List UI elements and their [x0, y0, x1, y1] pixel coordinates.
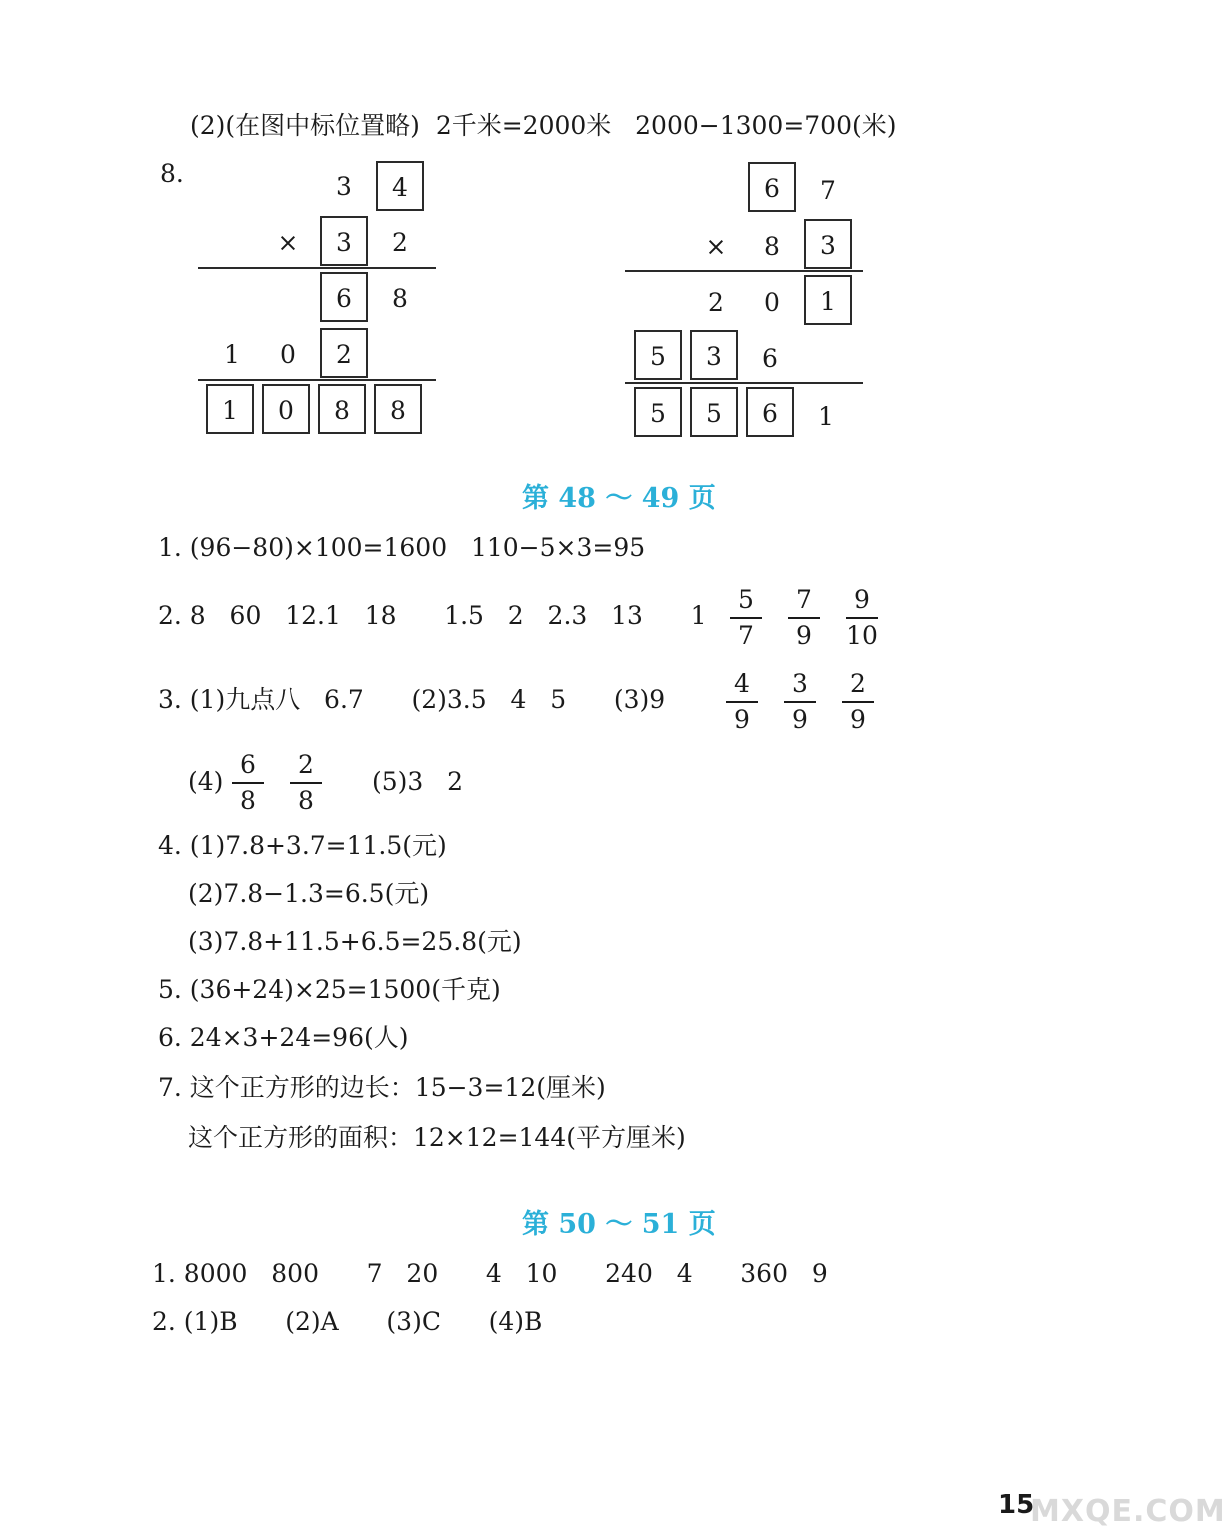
fraction: 5 7 [726, 585, 766, 651]
digit: 7 [820, 176, 836, 205]
digit: 6 [762, 344, 778, 373]
digit-box: 8 [318, 384, 366, 434]
fraction: 4 9 [722, 669, 762, 735]
digit-box: 1 [804, 275, 852, 325]
s1-q5: 5. (36+24)×25=1500(千克) [158, 975, 501, 1004]
rule [625, 382, 863, 384]
digit: 8 [392, 284, 408, 313]
fraction: 7 9 [784, 585, 824, 651]
s1-q4-2: (2)7.8−1.3=6.5(元) [188, 879, 430, 908]
s1-q4-1: 4. (1)7.8+3.7=11.5(元) [158, 831, 447, 860]
times-sign: × [277, 228, 299, 257]
s1-q3: 3. (1)九点八 6.7 (2)3.5 4 5 (3)9 [158, 685, 666, 714]
fraction: 2 9 [838, 669, 878, 735]
s1-q6: 6. 24×3+24=96(人) [158, 1023, 409, 1052]
digit-box: 6 [746, 387, 794, 437]
q8-label: 8. [160, 159, 184, 188]
digit-box: 4 [376, 161, 424, 211]
rule [198, 379, 436, 381]
fraction: 3 9 [780, 669, 820, 735]
digit: 2 [708, 288, 724, 317]
digit-box: 3 [804, 219, 852, 269]
section-heading: 第 48 ～ 49 页 [522, 483, 716, 514]
s1-q3-4-label: (4) [188, 767, 224, 796]
watermark-logo: MXQE.COM [1030, 1494, 1226, 1529]
s1-q2: 2. 8 60 12.1 18 1.5 2 2.3 13 1 [158, 601, 707, 630]
digit-box: 2 [320, 328, 368, 378]
rule [198, 267, 436, 269]
page-number: 15 [998, 1490, 1035, 1520]
digit-box: 0 [262, 384, 310, 434]
s2-q2: 2. (1)B (2)A (3)C (4)B [152, 1307, 543, 1336]
digit-box: 1 [206, 384, 254, 434]
digit-box: 3 [320, 216, 368, 266]
digit: 2 [392, 228, 408, 257]
fraction: 9 10 [846, 585, 878, 650]
digit-box: 3 [690, 330, 738, 380]
digit-box: 8 [374, 384, 422, 434]
digit-box: 6 [320, 272, 368, 322]
top-line: (2)(在图中标位置略) 2千米=2000米 2000−1300=700(米) [190, 111, 897, 140]
digit-box: 6 [748, 162, 796, 212]
s1-q7-1: 7. 这个正方形的边长：15−3=12(厘米) [158, 1073, 606, 1102]
digit: 1 [224, 340, 240, 369]
s1-q4-3: (3)7.8+11.5+6.5=25.8(元) [188, 927, 522, 956]
digit: 0 [280, 340, 296, 369]
section-heading: 第 50 ～ 51 页 [522, 1209, 716, 1240]
digit: 8 [764, 232, 780, 261]
times-sign: × [705, 232, 727, 261]
s1-q3-5: (5)3 2 [372, 767, 464, 796]
digit-box: 5 [690, 387, 738, 437]
s1-q7-2: 这个正方形的面积：12×12=144(平方厘米) [188, 1123, 686, 1152]
digit: 1 [818, 402, 834, 431]
rule [625, 270, 863, 272]
digit: 3 [336, 172, 352, 201]
digit-box: 5 [634, 387, 682, 437]
digit-box: 5 [634, 330, 682, 380]
fraction: 2 8 [286, 750, 326, 816]
s1-q1: 1. (96−80)×100=1600 110−5×3=95 [158, 533, 646, 562]
s2-q1: 1. 8000 800 7 20 4 10 240 4 360 9 [152, 1259, 828, 1288]
fraction: 6 8 [228, 750, 268, 816]
digit: 0 [764, 288, 780, 317]
